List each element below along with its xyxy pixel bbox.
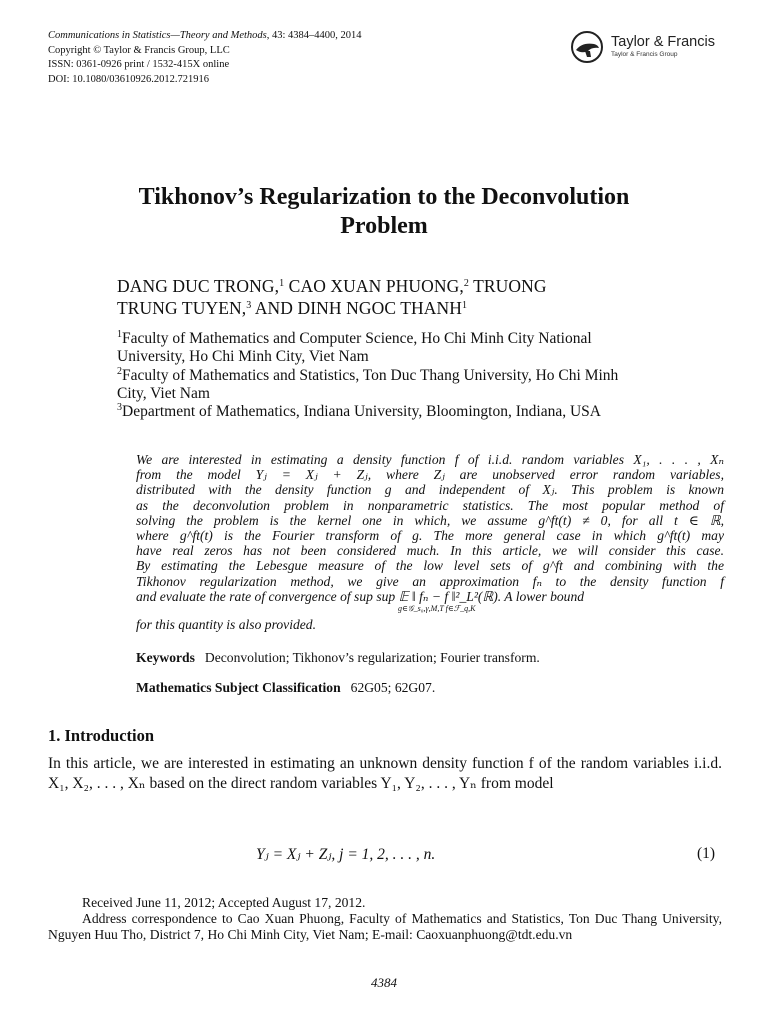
- paper-title: [40, 183, 728, 241]
- author-4-affil: 1: [462, 300, 468, 311]
- abstract-line: have real zeros has not been considered much. In this article, we will consider this case.: [136, 543, 724, 559]
- publisher-group: Taylor & Francis Group: [611, 51, 678, 58]
- affil-2: Faculty of Mathematics and Statistics, Ton Duc Thang University, Ho Chi Minh: [122, 366, 619, 384]
- abstract-line: By estimating the Lebesgue measure of the low level sets of g^ft and combining with the: [136, 558, 724, 574]
- keywords-value: Deconvolution; Tikhonov’s regularization; Fourier transform.: [204, 650, 540, 665]
- issn: ISSN: 0361-0926 print / 1532-415X online: [48, 59, 230, 70]
- journal-name: Communications in Statistics—Theory and Methods: [48, 30, 267, 41]
- msc-value: 62G05; 62G07.: [350, 680, 436, 695]
- abstract-line: where g^ft(t) is the Fourier transform of g. The more general case in which g^ft(t) may: [136, 528, 724, 544]
- keywords: [136, 650, 540, 666]
- author-list: [117, 275, 547, 319]
- author-1: DANG DUC TRONG,: [117, 276, 280, 296]
- affil-1: Faculty of Mathematics and Computer Science, Ho Chi Minh City National: [122, 330, 592, 347]
- abstract-line: for this quantity is also provided.: [136, 617, 316, 633]
- author-3-part: TRUONG: [468, 276, 547, 296]
- author-3-affil: 3: [246, 300, 252, 311]
- sup-subscripts: g∈𝒢_s₀,γ,M,T f∈ℱ_q,K: [398, 604, 476, 614]
- abstract-line: Tikhonov regularization method, we give an approximation fₙ to the density function f: [136, 573, 724, 589]
- msc: [136, 680, 435, 696]
- abstract: [136, 452, 724, 632]
- intro-paragraph: In this article, we are interested in estimating an unknown density function f of the random variables i.i.d. X₁, X₂, . . . , Xₙ based on the direct random variables Y₁, Y₂, . . . , Yₙ from model: [48, 755, 722, 792]
- publisher-logo: [568, 30, 728, 64]
- author-4: AND DINH NGOC THANH: [251, 298, 463, 318]
- equation-number: (1): [697, 845, 716, 862]
- abstract-line: as the deconvolution problem in nonparametric statistics. The most popular method of: [136, 497, 724, 513]
- abstract-line: We are interested in estimating a density function f of i.i.d. random variables X₁, . . . , Xₙ: [136, 452, 724, 467]
- affil-3: Department of Mathematics, Indiana University, Bloomington, Indiana, USA: [122, 403, 601, 421]
- affil-1-cont: University, Ho Chi Minh City, Viet Nam: [117, 348, 369, 366]
- copyright: Copyright © Taylor & Francis Group, LLC: [48, 44, 230, 56]
- msc-label: Mathematics Subject Classification: [136, 680, 341, 695]
- keywords-label: Keywords: [136, 650, 195, 665]
- lamp-icon: [568, 30, 606, 64]
- page-number: 4384: [371, 975, 397, 990]
- author-1-affil: 1: [279, 278, 285, 289]
- correspondence-note: Address correspondence to Cao Xuan Phuong, Faculty of Mathematics and Statistics, Ton Duc Thang University, Nguyen Huu Tho, District 7, Ho Chi Minh City, Viet Nam; E-mail: Caoxuanphuong@tdt.edu.vn: [48, 911, 722, 943]
- equation: Yⱼ = Xⱼ + Zⱼ, j = 1, 2, . . . , n.: [256, 846, 436, 863]
- affil-2-num: 2: [117, 365, 122, 377]
- affil-1-num: 1: [117, 329, 122, 340]
- journal-header: [48, 29, 362, 87]
- affil-2-cont: City, Viet Nam: [117, 384, 210, 402]
- abstract-line: and evaluate the rate of convergence of sup sup 𝔼 ‖ fₙ − f ‖²_L²(ℝ). A lower bound: [136, 588, 585, 604]
- abstract-line: distributed with the density function g and independent of Xⱼ. This problem is known: [136, 482, 724, 498]
- affil-3-num: 3: [117, 402, 122, 414]
- author-2-affil: 2: [463, 278, 469, 289]
- footnote: [48, 895, 722, 944]
- title-line-2: Problem: [340, 213, 428, 239]
- abstract-line: solving the problem is the kernel one in which, we assume g^ft(t) ≠ 0, for all t ∈ ℝ,: [136, 512, 724, 528]
- received-note: Received June 11, 2012; Accepted August 17, 2012.: [82, 895, 366, 910]
- doi: DOI: 10.1080/03610926.2012.721916: [48, 73, 209, 85]
- author-2: CAO XUAN PHUONG,: [284, 276, 464, 296]
- abstract-line: from the model Yⱼ = Xⱼ + Zⱼ, where Zⱼ are unobserved error random variables,: [136, 467, 724, 483]
- publisher-name: Taylor & Francis: [611, 34, 715, 50]
- affiliations: [117, 330, 737, 421]
- author-3: TRUNG TUYEN,: [117, 298, 247, 318]
- title-line-1: Tikhonov’s Regularization to the Deconvolution: [138, 184, 630, 210]
- section-heading: 1. Introduction: [48, 726, 155, 745]
- volume-info: , 43: 4384–4400, 2014: [266, 30, 362, 41]
